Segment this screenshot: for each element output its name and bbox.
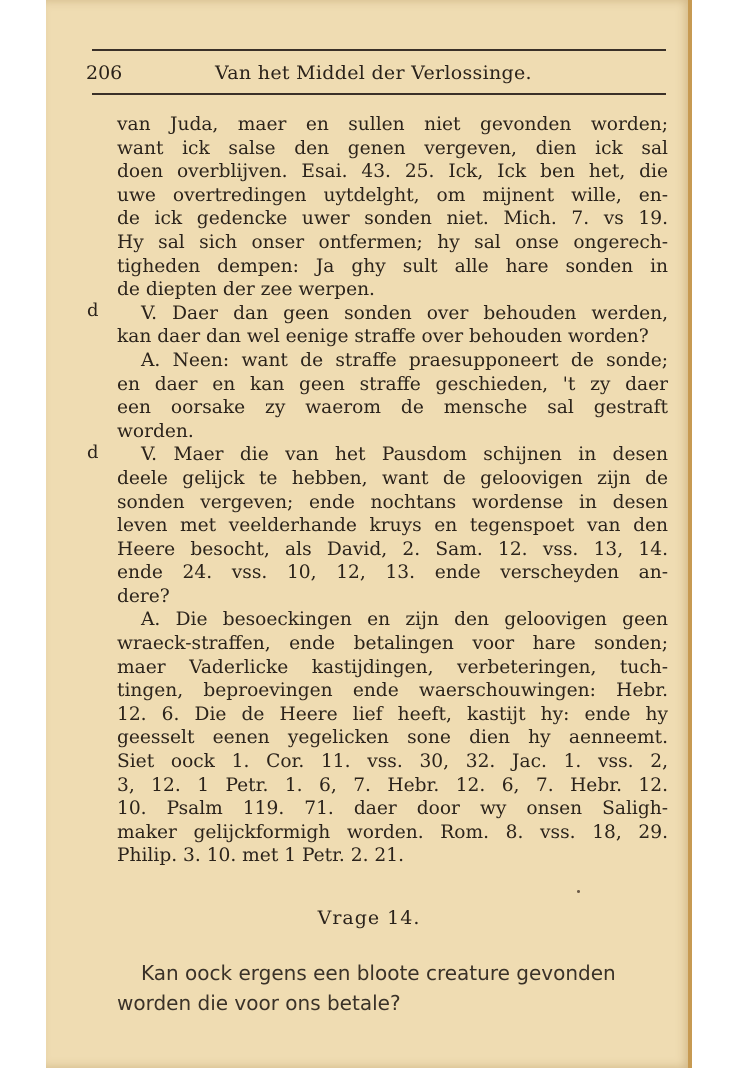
text-line: Siet oock 1. Cor. 11. vss. 30, 32. Jac. 1. vss. 2, bbox=[117, 751, 668, 773]
text-line: A. Die besoeckingen en zijn den geloovigen geen bbox=[141, 609, 668, 631]
text-line: de ick gedencke uwer sonden niet. Mich. 7. vs 19. bbox=[117, 208, 668, 230]
header-rule-bottom bbox=[92, 93, 666, 95]
text-line: van Juda, maer en sullen niet gevonden worden; bbox=[117, 114, 668, 135]
text-line: 3, 12. 1 Petr. 1. 6, 7. Hebr. 12. 6, 7. Hebr. 12. bbox=[117, 774, 668, 796]
question-line: Kan oock ergens een bloote creature gevonden bbox=[141, 961, 616, 985]
paper-speck bbox=[577, 890, 580, 893]
text-line: tingen, beproevingen ende waerschouwingen: Hebr. bbox=[117, 680, 668, 702]
text-line: Hy sal sich onser ontfermen; hy sal onse ongerech- bbox=[117, 231, 668, 253]
header-rule-top bbox=[92, 49, 666, 51]
text-line: 12. 6. Die de Heere lief heeft, kastijt hy: ende hy bbox=[117, 703, 668, 725]
text-line: uwe overtredingen uytdelght, om mijnent wille, en- bbox=[117, 184, 668, 206]
text-line: de diepten der zee werpen. bbox=[117, 279, 375, 301]
text-line: sonden vergeven; ende nochtans wordense in desen bbox=[117, 491, 668, 513]
question-heading: Vrage 14. bbox=[317, 907, 421, 929]
text-line: V. Maer die van het Pausdom schijnen in desen bbox=[141, 444, 668, 466]
running-head: Van het Middel der Verlossinge. bbox=[215, 62, 532, 84]
margin-mark: d bbox=[87, 300, 99, 321]
text-line: Philip. 3. 10. met 1 Petr. 2. 21. bbox=[117, 845, 404, 867]
question-text bbox=[117, 958, 672, 1018]
text-line: V. Daer dan geen sonden over behouden werden, bbox=[141, 302, 668, 324]
text-line: ende 24. vss. 10, 12, 13. ende verscheyden an- bbox=[117, 562, 668, 584]
margin-mark: d bbox=[87, 442, 99, 463]
text-line: Heere besocht, als David, 2. Sam. 12. vss. 13, 14. bbox=[117, 538, 668, 560]
text-line: A. Neen: want de straffe praesupponeert de sonde; bbox=[141, 349, 668, 371]
text-line: en daer en kan geen straffe geschieden, 't zy daer bbox=[117, 373, 668, 395]
text-line: geesselt eenen yegelicken sone dien hy aenneemt. bbox=[117, 727, 668, 749]
text-line: kan daer dan wel eenige straffe over behouden worden? bbox=[117, 326, 649, 348]
text-line: deele gelijck te hebben, want de geloovigen zijn de bbox=[117, 467, 668, 489]
text-line: wraeck-straffen, ende betalingen voor hare sonden; bbox=[117, 633, 668, 655]
text-line: tigheden dempen: Ja ghy sult alle hare sonden in bbox=[117, 255, 668, 277]
text-line: dere? bbox=[117, 585, 170, 607]
text-line: leven met veelderhande kruys en tegenspoet van den bbox=[117, 515, 668, 537]
text-line: 10. Psalm 119. 71. daer door wy onsen Saligh- bbox=[117, 798, 668, 820]
text-line: maer Vaderlicke kastijdingen, verbeteringen, tuch- bbox=[117, 656, 668, 678]
text-line: een oorsake zy waerom de mensche sal gestraft bbox=[117, 397, 668, 419]
text-line: worden. bbox=[117, 420, 194, 442]
text-line: doen overblijven. Esai. 43. 25. Ick, Ick ben het, die bbox=[117, 161, 668, 183]
body-text bbox=[117, 113, 668, 868]
page-number: 206 bbox=[86, 62, 123, 84]
text-line: want ick salse den genen vergeven, dien ick sal bbox=[117, 137, 668, 159]
text-line: maker gelijckformigh worden. Rom. 8. vss. 18, 29. bbox=[117, 821, 668, 843]
question-line: worden die voor ons betale? bbox=[117, 991, 401, 1015]
